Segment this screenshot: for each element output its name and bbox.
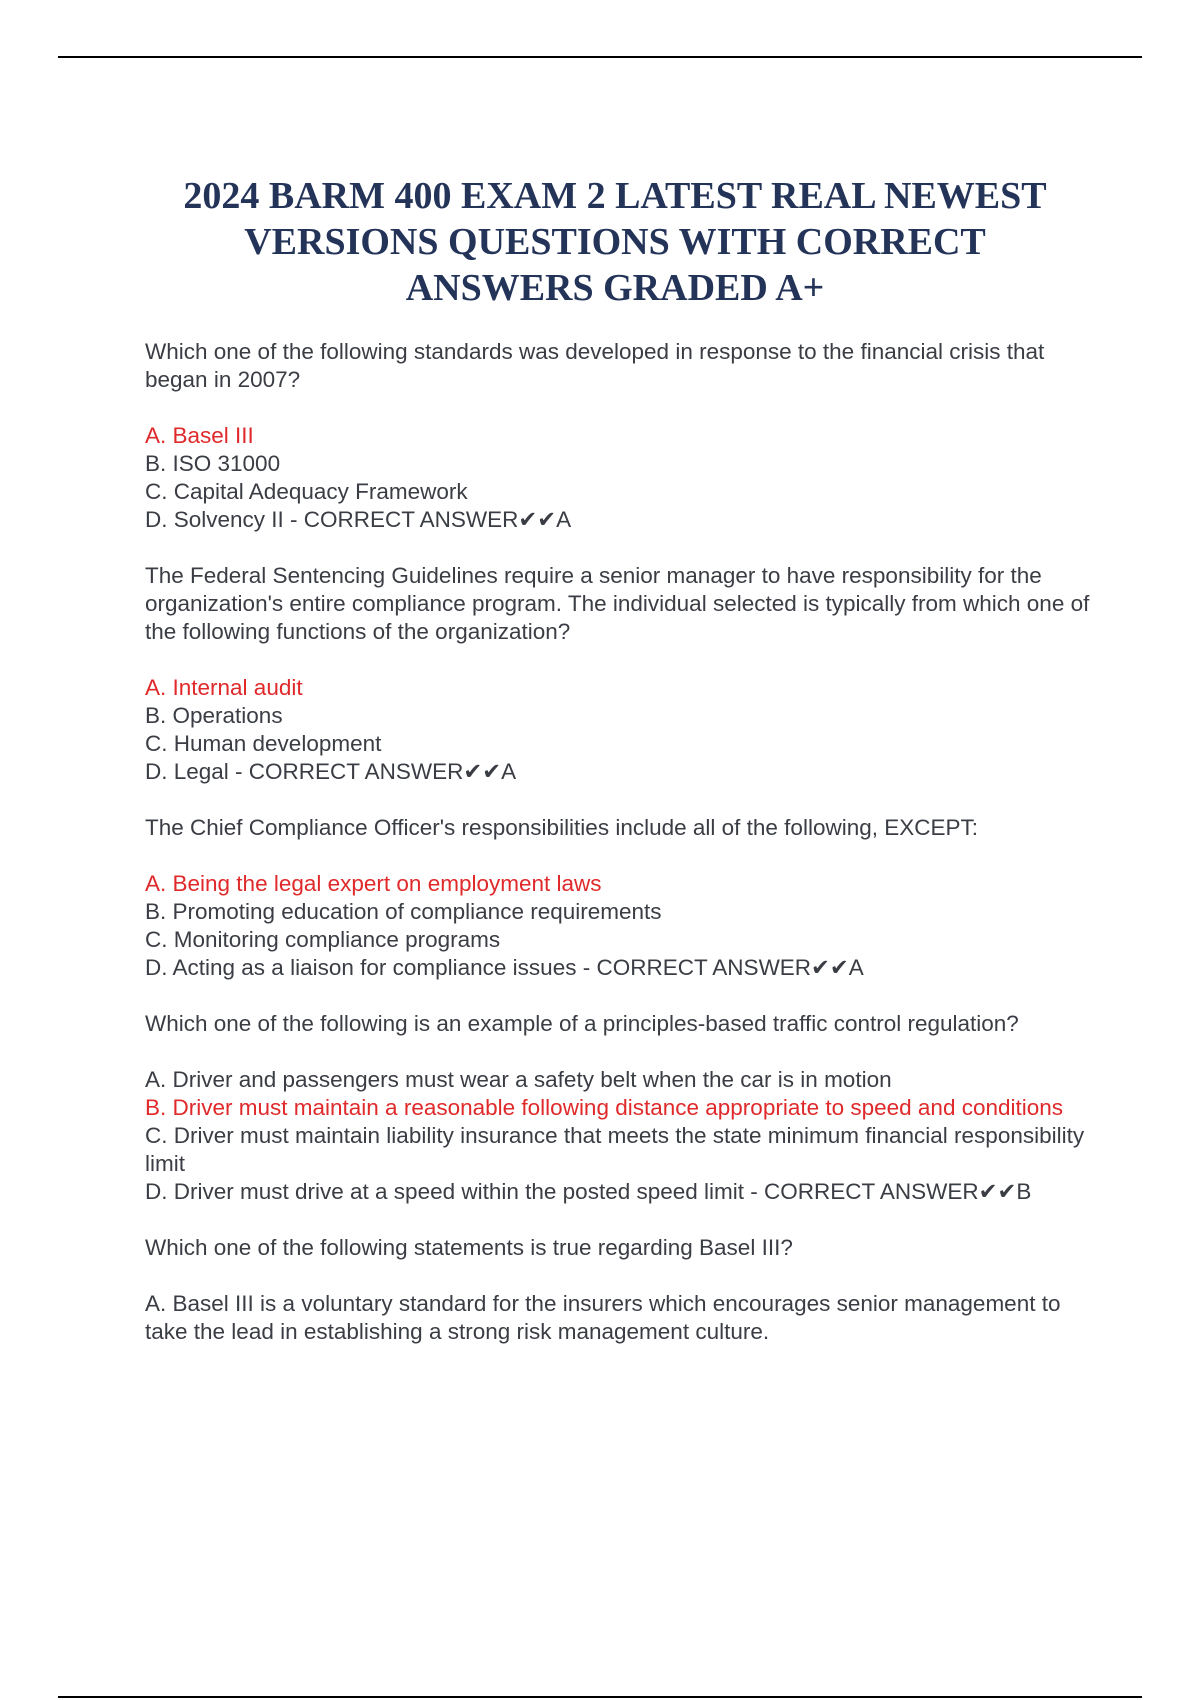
question-1 (145, 338, 1095, 534)
answer-option: C. Capital Adequacy Framework (145, 479, 468, 504)
question-list (145, 338, 1095, 1346)
answer-option: B. Promoting education of compliance requirements (145, 899, 662, 924)
document-title (140, 173, 1090, 311)
answer-option: A. Driver and passengers must wear a safety belt when the car is in motion (145, 1067, 892, 1092)
answer-option: C. Monitoring compliance programs (145, 927, 501, 952)
title-line-2: VERSIONS QUESTIONS WITH CORRECT (244, 221, 986, 263)
answer-option: B. Operations (145, 703, 283, 728)
question-5 (145, 1234, 1095, 1346)
question-text: Which one of the following statements is true regarding Basel III? (145, 1235, 793, 1260)
title-line-3: ANSWERS GRADED A+ (405, 267, 825, 309)
question-text: The Chief Compliance Officer's responsibilities include all of the following, EXCEPT: (145, 815, 979, 840)
footer-rule (58, 1696, 1142, 1698)
answer-option: C. Driver must maintain liability insurance that meets the state minimum financial responsibility limit (145, 1123, 1085, 1176)
question-3 (145, 814, 1095, 982)
answer-option-highlighted: A. Internal audit (145, 675, 303, 700)
question-4 (145, 1010, 1095, 1206)
answer-option-highlighted: B. Driver must maintain a reasonable following distance appropriate to speed and conditions (145, 1095, 1064, 1120)
title-line-1: 2024 BARM 400 EXAM 2 LATEST REAL NEWEST (183, 175, 1047, 217)
answer-option: D. Legal - CORRECT ANSWER✔✔A (145, 759, 517, 784)
question-2 (145, 562, 1095, 786)
question-text: Which one of the following standards was developed in response to the financial crisis that began in 2007? (145, 339, 1045, 392)
answer-option: D. Driver must drive at a speed within the posted speed limit - CORRECT ANSWER✔✔B (145, 1179, 1032, 1204)
header-rule (58, 56, 1142, 58)
answer-option: D. Solvency II - CORRECT ANSWER✔✔A (145, 507, 572, 532)
question-text: Which one of the following is an example of a principles-based traffic control regulation? (145, 1011, 1019, 1036)
question-text: The Federal Sentencing Guidelines require a senior manager to have responsibility for the organization's entire compliance program. The individual selected is typically from which one of the following functions of the organization? (145, 563, 1090, 644)
answer-option: C. Human development (145, 731, 382, 756)
answer-option: D. Acting as a liaison for compliance issues - CORRECT ANSWER✔✔A (145, 955, 864, 980)
answer-option: A. Basel III is a voluntary standard for the insurers which encourages senior management to take the lead in establishing a strong risk management culture. (145, 1291, 1061, 1344)
answer-option: B. ISO 31000 (145, 451, 281, 476)
answer-option-highlighted: A. Basel III (145, 423, 254, 448)
answer-option-highlighted: A. Being the legal expert on employment laws (145, 871, 602, 896)
